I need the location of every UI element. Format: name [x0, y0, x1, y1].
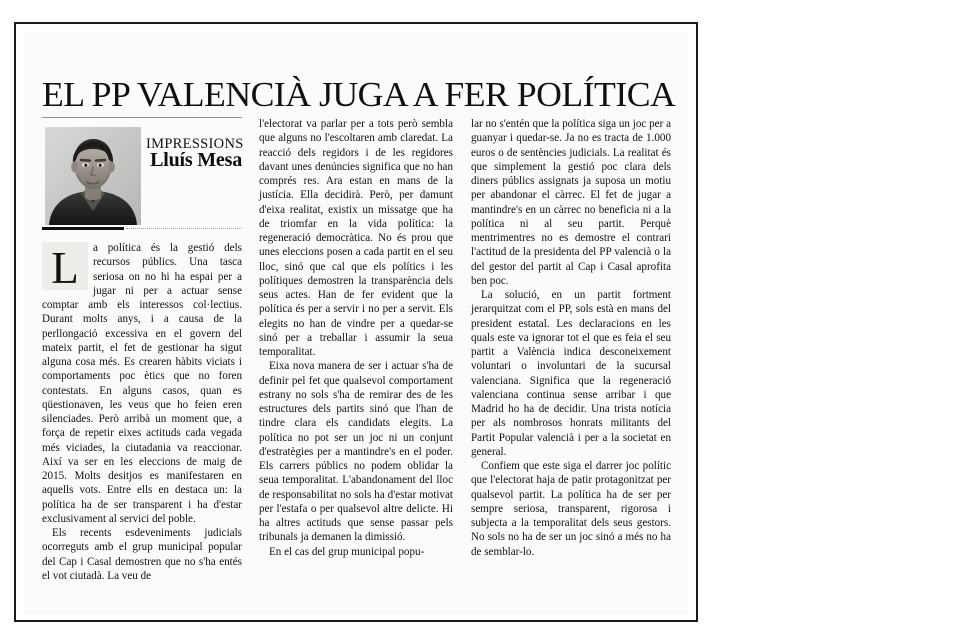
paragraph: La solució, en un partit fortment jerarquitzat com el PP, sols està en mans del president estatal. Les declaracions en les quals este va ignorar tot el que es feia el seu partit a València indica desconeixement voluntari o involuntari de la sucursal valenciana. Significa que la regeneració valenciana continua sense arribar i que Madrid ho ha de decidir. Una trista notícia per als nombrosos honrats militants del Partit Popular valencià i per a la societat en general. [471, 289, 671, 458]
article-column-3 [471, 117, 671, 559]
paragraph-text: a política és la gestió dels recursos públics. Una tasca seriosa on no hi ha espai per a jugar ni per a actuar sense comptar amb els interessos col·lectius. Durant molts anys, i a causa de la perllongació excessiva en el govern del mateix partit, el fet de gestionar ha sigut alguna cosa més. Es crearen hàbits viciats i comportaments poc ètics que no foren contestats. En alguns casos, quan es qüestionaven, les veus que ho feien eren silenciades. Però arribà un moment que, a força de repetir eixes actituds cada vegada més viciades, la ciutadania va reaccionar. Així va ser en les eleccions de maig de 2015. Molts desitjos es manifestaren en aquells vots. Entre ells en destaca un: la política ha de ser transparent i ha d'estar exclusivament al servici del poble. [42, 242, 242, 525]
paragraph: Els recents esdeveniments judicials ocorreguts amb el grup municipal popular del Cap i Casal demostren que no s'ha entés el vot ciutadà. La veu de [42, 527, 242, 582]
byline-top-rule [42, 117, 242, 118]
scan-top-margin [0, 0, 960, 20]
article-column-1 [42, 117, 242, 583]
paragraph: Eixa nova manera de ser i actuar s'ha de definir pel fet que qualsevol comportament estrany no sols s'ha de remirar des de les estructures dels partits sinó que l'han de tindre clara els candidats elegits. La política no pot ser un joc ni un conjunt d'estratègies per a mantindre's en el poder. Els carrers públics no podem oblidar la seua temporalitat. L'abandonament del lloc de responsabilitat no sols ha d'estar motivat per l'estafa o per qualsevol altre delicte. Hi ha altres actituds que sense passar pels tribunals ja demanen la dimissió. [259, 360, 453, 544]
page-title: EL PP VALENCIÀ JUGA A FER POLÍTICA [42, 75, 676, 115]
article-paper-surface [24, 31, 688, 615]
article-column-2 [259, 117, 453, 559]
paragraph: Confiem que este siga el darrer joc polític que l'electorat haja de patir protagonitzat per qualsevol partit. La política ha de ser per sempre seriosa, transparent, rigorosa i subjecta a la temporalitat dels seus gestors. No sols no ha de ser un joc sinó a més no ha de semblar-lo. [471, 460, 671, 558]
byline-block [42, 117, 242, 239]
drop-cap: L [42, 242, 88, 290]
paragraph: lar no s'entén que la política siga un joc per a guanyar i quedar-se. Ja no es tracta de 1.000 euros o de sentències judicials. La realitat és que simplement la gestió poc clara dels diners públics assignats ja suposa un motiu per abandonar el càrrec. El fet de jugar a mantindre's en un càrrec no beneficia ni a la política ni al seu partit. Perquè mentrimentres no es demostre el contrari l'actitud de la presidenta del PP valencià o la del gestor del partit al Cap i Casal aprofita ben poc. [471, 118, 671, 287]
author-byline: Lluís Mesa [150, 149, 242, 171]
paragraph: l'electorat va parlar per a tots però sembla que alguns no l'escoltaren amb claredat. La reacció dels regidors i de les regidores davant unes denúncies significa que no han comprés res. Ara estan en mans de la justícia. Ella decidirà. Però, per damunt d'eixa realitat, existix un missatge que ha de triomfar en la vida política: la regeneració democràtica. No és prou que unes eleccions posen a cada partit en el seu lloc, sinó que cal que els polítics i les polítiques demostren la transparència dels seus actes. Han de fer evident que la política és per a servir i no per a servit. Els elegits no han de vindre per a quedar-se sinó per a treballar i assumir la seua temporalitat. [259, 118, 453, 358]
byline-separator [42, 227, 242, 230]
section-label: IMPRESSIONS [146, 136, 244, 152]
byline-separator-dotted [126, 228, 242, 229]
paragraph [42, 241, 242, 526]
byline-separator-solid [42, 227, 124, 230]
article-frame-border [14, 22, 698, 622]
author-portrait-photo [45, 127, 141, 225]
paragraph: En el cas del grup municipal popu- [269, 545, 425, 558]
